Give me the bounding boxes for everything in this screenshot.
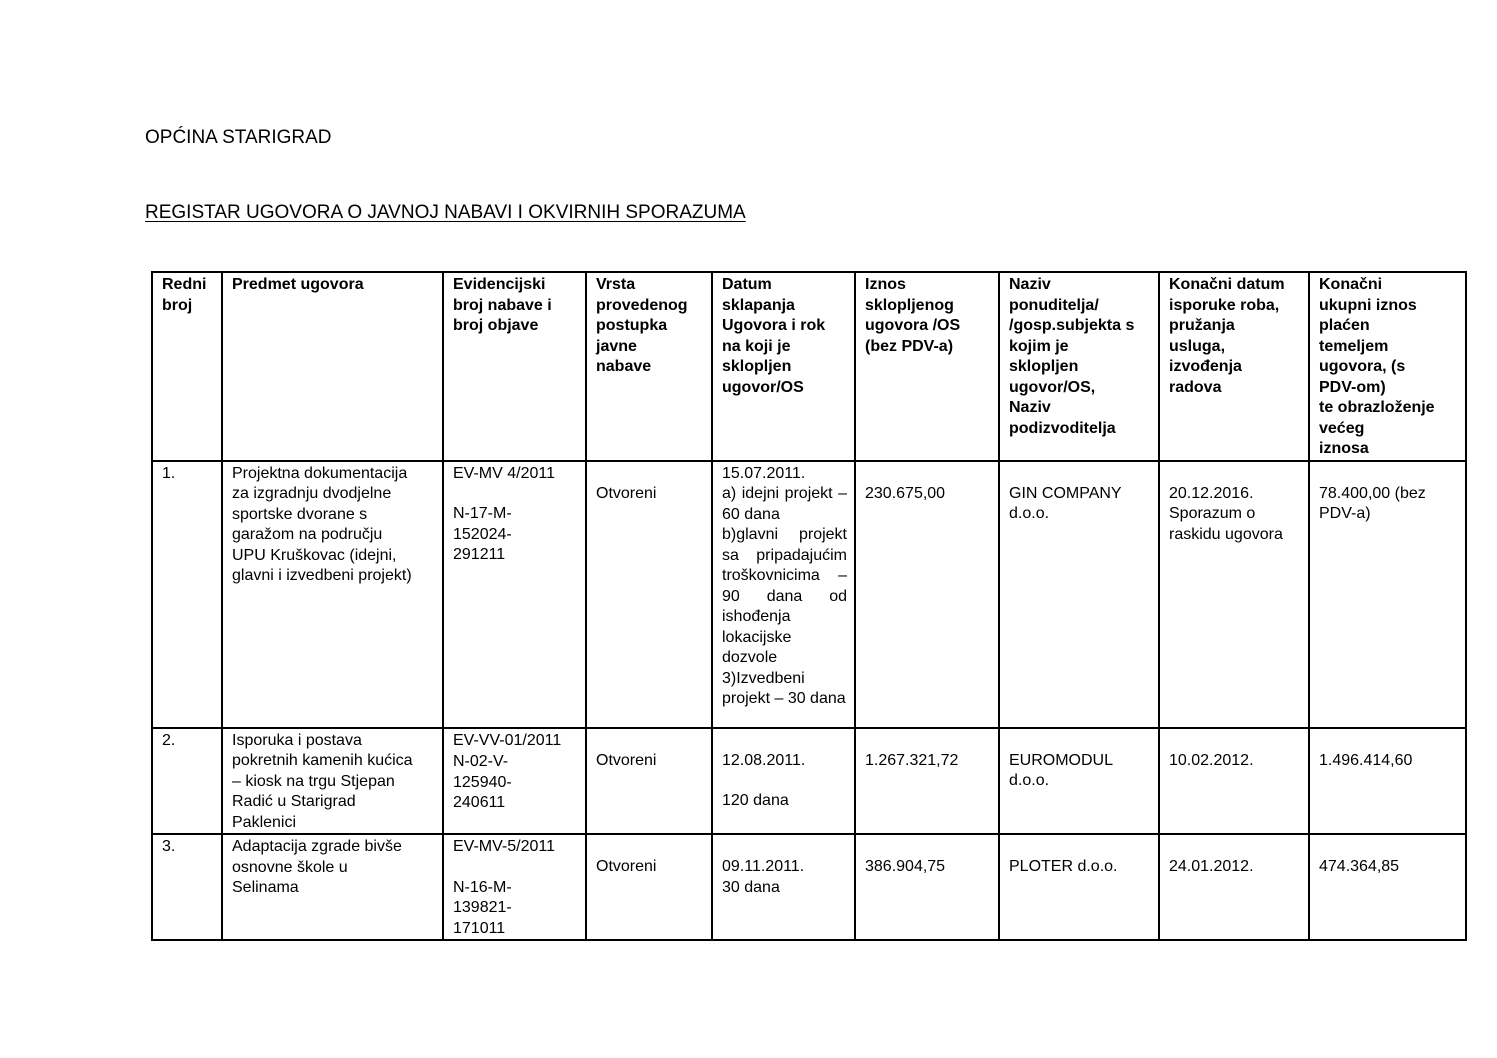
table-header-row xyxy=(152,272,1466,461)
header-cell xyxy=(855,272,999,461)
procedure-type: Otvoreni xyxy=(596,484,657,502)
date-term-cell xyxy=(712,834,855,940)
total-paid-cell xyxy=(1309,461,1466,728)
table-row xyxy=(152,834,1466,940)
header-label: Konačni ukupni iznos plaćen temeljem ugovora, (s PDV-om) te obrazloženje većeg iznosa xyxy=(1319,276,1435,457)
header-cell xyxy=(586,272,712,461)
contractor-name: PLOTER d.o.o. xyxy=(1009,858,1118,875)
contract-amount: 386.904,75 xyxy=(865,858,946,875)
row-number: 1. xyxy=(162,464,176,482)
header-cell xyxy=(152,272,222,461)
row-number: 2. xyxy=(162,731,176,749)
row-number-cell xyxy=(152,834,222,940)
amount-cell xyxy=(855,834,999,940)
header-label: Redni broj xyxy=(162,276,207,314)
header-cell xyxy=(712,272,855,461)
header-label: Predmet ugovora xyxy=(232,276,364,293)
contract-subject: Isporuka i postava pokretnih kamenih kućica – kiosk na trgu Stjepan Radić u Starigrad Paklenici xyxy=(232,731,413,831)
evidence-number: EV-MV-5/2011 xyxy=(453,838,555,855)
publication-number: N-17-M- 152024- 291211 xyxy=(453,505,512,563)
contractor-cell xyxy=(999,834,1159,940)
contract-date-and-term: 15.07.2011. a) idejni projekt – 60 dana b)glavni projekt sa pripadajućim troškovnicima – 90 dana od ishođenja lokacijske dozvole 3)Izvedbeni projekt – 30 dana xyxy=(722,464,847,707)
header-cell xyxy=(222,272,443,461)
date-term-cell xyxy=(712,728,855,835)
contract-subject: Projektna dokumentacija za izgradnju dvodjelne sportske dvorane s garažom na području UPU Kruškovac (idejni, glavni i izvedbeni projekt) xyxy=(232,464,412,584)
row-number-cell xyxy=(152,461,222,728)
contracts-register-table xyxy=(151,271,1467,941)
total-paid-amount: 474.364,85 xyxy=(1319,858,1400,875)
header-cell xyxy=(1309,272,1466,461)
subject-cell xyxy=(222,461,443,728)
procedure-type: Otvoreni xyxy=(596,858,657,875)
subject-cell xyxy=(222,834,443,940)
final-date-cell xyxy=(1159,461,1309,728)
final-delivery-date: 20.12.2016. Sporazum o raskidu ugovora xyxy=(1169,484,1283,543)
total-paid-amount: 78.400,00 (bez PDV-a) xyxy=(1319,484,1426,522)
header-label: Konačni datum isporuke roba, pružanja usluga, izvođenja radova xyxy=(1169,276,1285,396)
contractor-cell xyxy=(999,728,1159,835)
contractor-cell xyxy=(999,461,1159,728)
amount-cell xyxy=(855,728,999,835)
procurement-number-cell xyxy=(443,461,586,728)
contract-amount: 230.675,00 xyxy=(865,484,946,502)
total-paid-cell xyxy=(1309,728,1466,835)
header-cell xyxy=(443,272,586,461)
final-date-cell xyxy=(1159,834,1309,940)
contract-date: 12.08.2011. xyxy=(722,751,806,769)
header-label: Iznos sklopljenog ugovora /OS (bez PDV-a) xyxy=(865,276,961,355)
table-row xyxy=(152,728,1466,835)
final-delivery-date: 10.02.2012. xyxy=(1169,751,1254,769)
table-row xyxy=(152,461,1466,728)
procedure-cell xyxy=(586,728,712,835)
header-label: Vrsta provedenog postupka javne nabave xyxy=(596,276,688,375)
procedure-cell xyxy=(586,834,712,940)
row-number: 3. xyxy=(162,838,176,855)
publication-number: N-16-M- 139821- 171011 xyxy=(453,878,512,937)
amount-cell xyxy=(855,461,999,728)
procedure-type: Otvoreni xyxy=(596,751,657,769)
document-title: REGISTAR UGOVORA O JAVNOJ NABAVI I OKVIRNIH SPORAZUMA xyxy=(145,202,746,223)
contractor-name: EUROMODUL d.o.o. xyxy=(1009,751,1114,789)
organization-name: OPĆINA STARIGRAD xyxy=(145,127,332,148)
procurement-number-cell xyxy=(443,834,586,940)
total-paid-amount: 1.496.414,60 xyxy=(1319,751,1413,769)
total-paid-cell xyxy=(1309,834,1466,940)
contract-term: 120 dana xyxy=(722,792,789,809)
contractor-name: GIN COMPANY d.o.o. xyxy=(1009,484,1122,522)
final-delivery-date: 24.01.2012. xyxy=(1169,858,1254,875)
date-term-cell xyxy=(712,461,855,728)
procurement-number-cell xyxy=(443,728,586,835)
procedure-cell xyxy=(586,461,712,728)
header-label: Datum sklapanja Ugovora i rok na koji je sklopljen ugovor/OS xyxy=(722,276,826,396)
header-label: Evidencijski broj nabave i broj objave xyxy=(453,276,552,334)
contract-date-and-term: 09.11.2011. 30 dana xyxy=(722,858,805,896)
evidence-number: EV-VV-01/2011 xyxy=(453,731,562,749)
evidence-number: EV-MV 4/2011 xyxy=(453,464,555,482)
publication-number: N-02-V- 125940- 240611 xyxy=(453,753,512,811)
subject-cell xyxy=(222,728,443,835)
final-date-cell xyxy=(1159,728,1309,835)
header-cell xyxy=(999,272,1159,461)
contract-amount: 1.267.321,72 xyxy=(865,751,959,769)
header-cell xyxy=(1159,272,1309,461)
header-label: Naziv ponuditelja/ /gosp.subjekta s kojim je sklopljen ugovor/OS, Naziv podizvoditelja xyxy=(1009,276,1135,437)
row-number-cell xyxy=(152,728,222,835)
contract-subject: Adaptacija zgrade bivše osnovne škole u Selinama xyxy=(232,838,402,896)
